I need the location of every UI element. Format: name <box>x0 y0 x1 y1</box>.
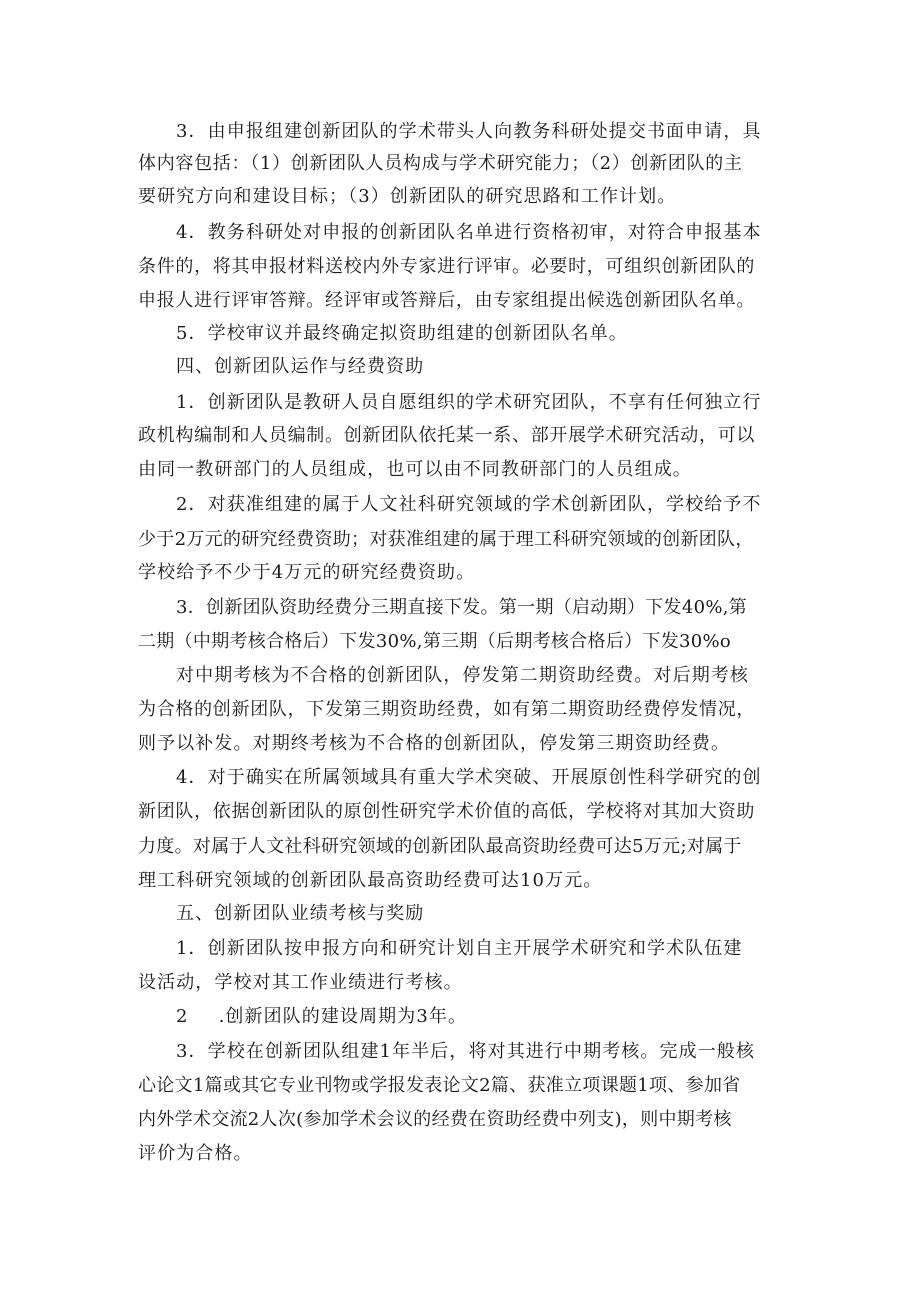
para-line: 2．对获准组建的属于人文社科研究领域的学术创新团队，学校给予不 <box>176 494 762 515</box>
para-line: 5．学校审议并最终确定拟资助组建的创新团队名单。 <box>176 323 628 344</box>
para-line: 申报人进行评审答辩。经评审或答辩后，由专家组提出候选创新团队名单。 <box>138 290 756 311</box>
para-line: 则予以补发。对期终考核为不合格的创新团队，停发第三期资助经费。 <box>138 733 731 754</box>
para-line: 体内容包括：（1）创新团队人员构成与学术研究能力；（2）创新团队的主 <box>138 153 743 174</box>
para-line: 二期（中期考核合格后）下发30%,第三期（后期考核合格后）下发30%o <box>138 631 732 652</box>
para-line: 3．由申报组建创新团队的学术带头人向教务科研处提交书面申请，具 <box>176 121 762 142</box>
para-line: 对中期考核为不合格的创新团队，停发第二期资助经费。对后期考核 <box>176 665 749 686</box>
item-text: .创新团队的建设周期为3年。 <box>218 1006 468 1027</box>
para-line: 评价为合格。 <box>138 1143 253 1164</box>
para-line: 新团队，依据创新团队的原创性研究学术价值的高低，学校将对其加大资助 <box>138 801 756 822</box>
para-line: 力度。对属于人文社科研究领域的创新团队最高资助经费可达5万元;对属于 <box>138 836 742 857</box>
para-line: 少于2万元的研究经费资助；对获准组建的属于理工科研究领域的创新团队， <box>138 529 754 550</box>
para-line: 心论文1篇或其它专业刊物或学报发表论文2篇、获准立项课题1项、参加省 <box>138 1075 741 1096</box>
para-line: 政机构编制和人员编制。创新团队依托某一系、部开展学术研究活动，可以 <box>138 425 756 446</box>
para-line: 学校给予不少于4万元的研究经费资助。 <box>138 562 476 583</box>
para-line: 4．教务科研处对申报的创新团队名单进行资格初审，对符合申报基本 <box>176 222 762 243</box>
para-line: 3．创新团队资助经费分三期直接下发。第一期（启动期）下发40%,第 <box>176 597 748 618</box>
para-line: 1．创新团队按申报方向和研究计划自主开展学术研究和学术队伍建 <box>176 938 743 959</box>
para-line: 设活动，学校对其工作业绩进行考核。 <box>138 972 463 993</box>
section-heading: 四、创新团队运作与经费资助 <box>176 356 425 377</box>
para-line: 理工科研究领域的创新团队最高资助经费可达10万元。 <box>138 870 603 891</box>
para-line: 内外学术交流2人次(参加学术会议的经费在资助经费中列支)，则中期考核 <box>138 1109 732 1130</box>
para-line: 由同一教研部门的人员组成，也可以由不同教研部门的人员组成。 <box>138 459 692 480</box>
para-line: 为合格的创新团队，下发第三期资助经费，如有第二期资助经费停发情况， <box>138 699 756 720</box>
para-line: 3．学校在创新团队组建1年半后，将对其进行中期考核。完成一般核 <box>176 1041 756 1062</box>
item-number: 2 <box>176 1006 189 1027</box>
para-line: 4．对于确实在所属领域具有重大学术突破、开展原创性科学研究的创 <box>176 767 762 788</box>
para-line: 1．创新团队是教研人员自愿组织的学术研究团队，不享有任何独立行 <box>176 392 762 413</box>
section-heading: 五、创新团队业绩考核与奖励 <box>176 903 425 924</box>
para-line: 要研究方向和建设目标；（3）创新团队的研究思路和工作计划。 <box>138 186 677 207</box>
para-line: 条件的，将其申报材料送校内外专家进行评审。必要时，可组织创新团队的 <box>138 256 756 277</box>
para-line <box>176 1006 836 1028</box>
